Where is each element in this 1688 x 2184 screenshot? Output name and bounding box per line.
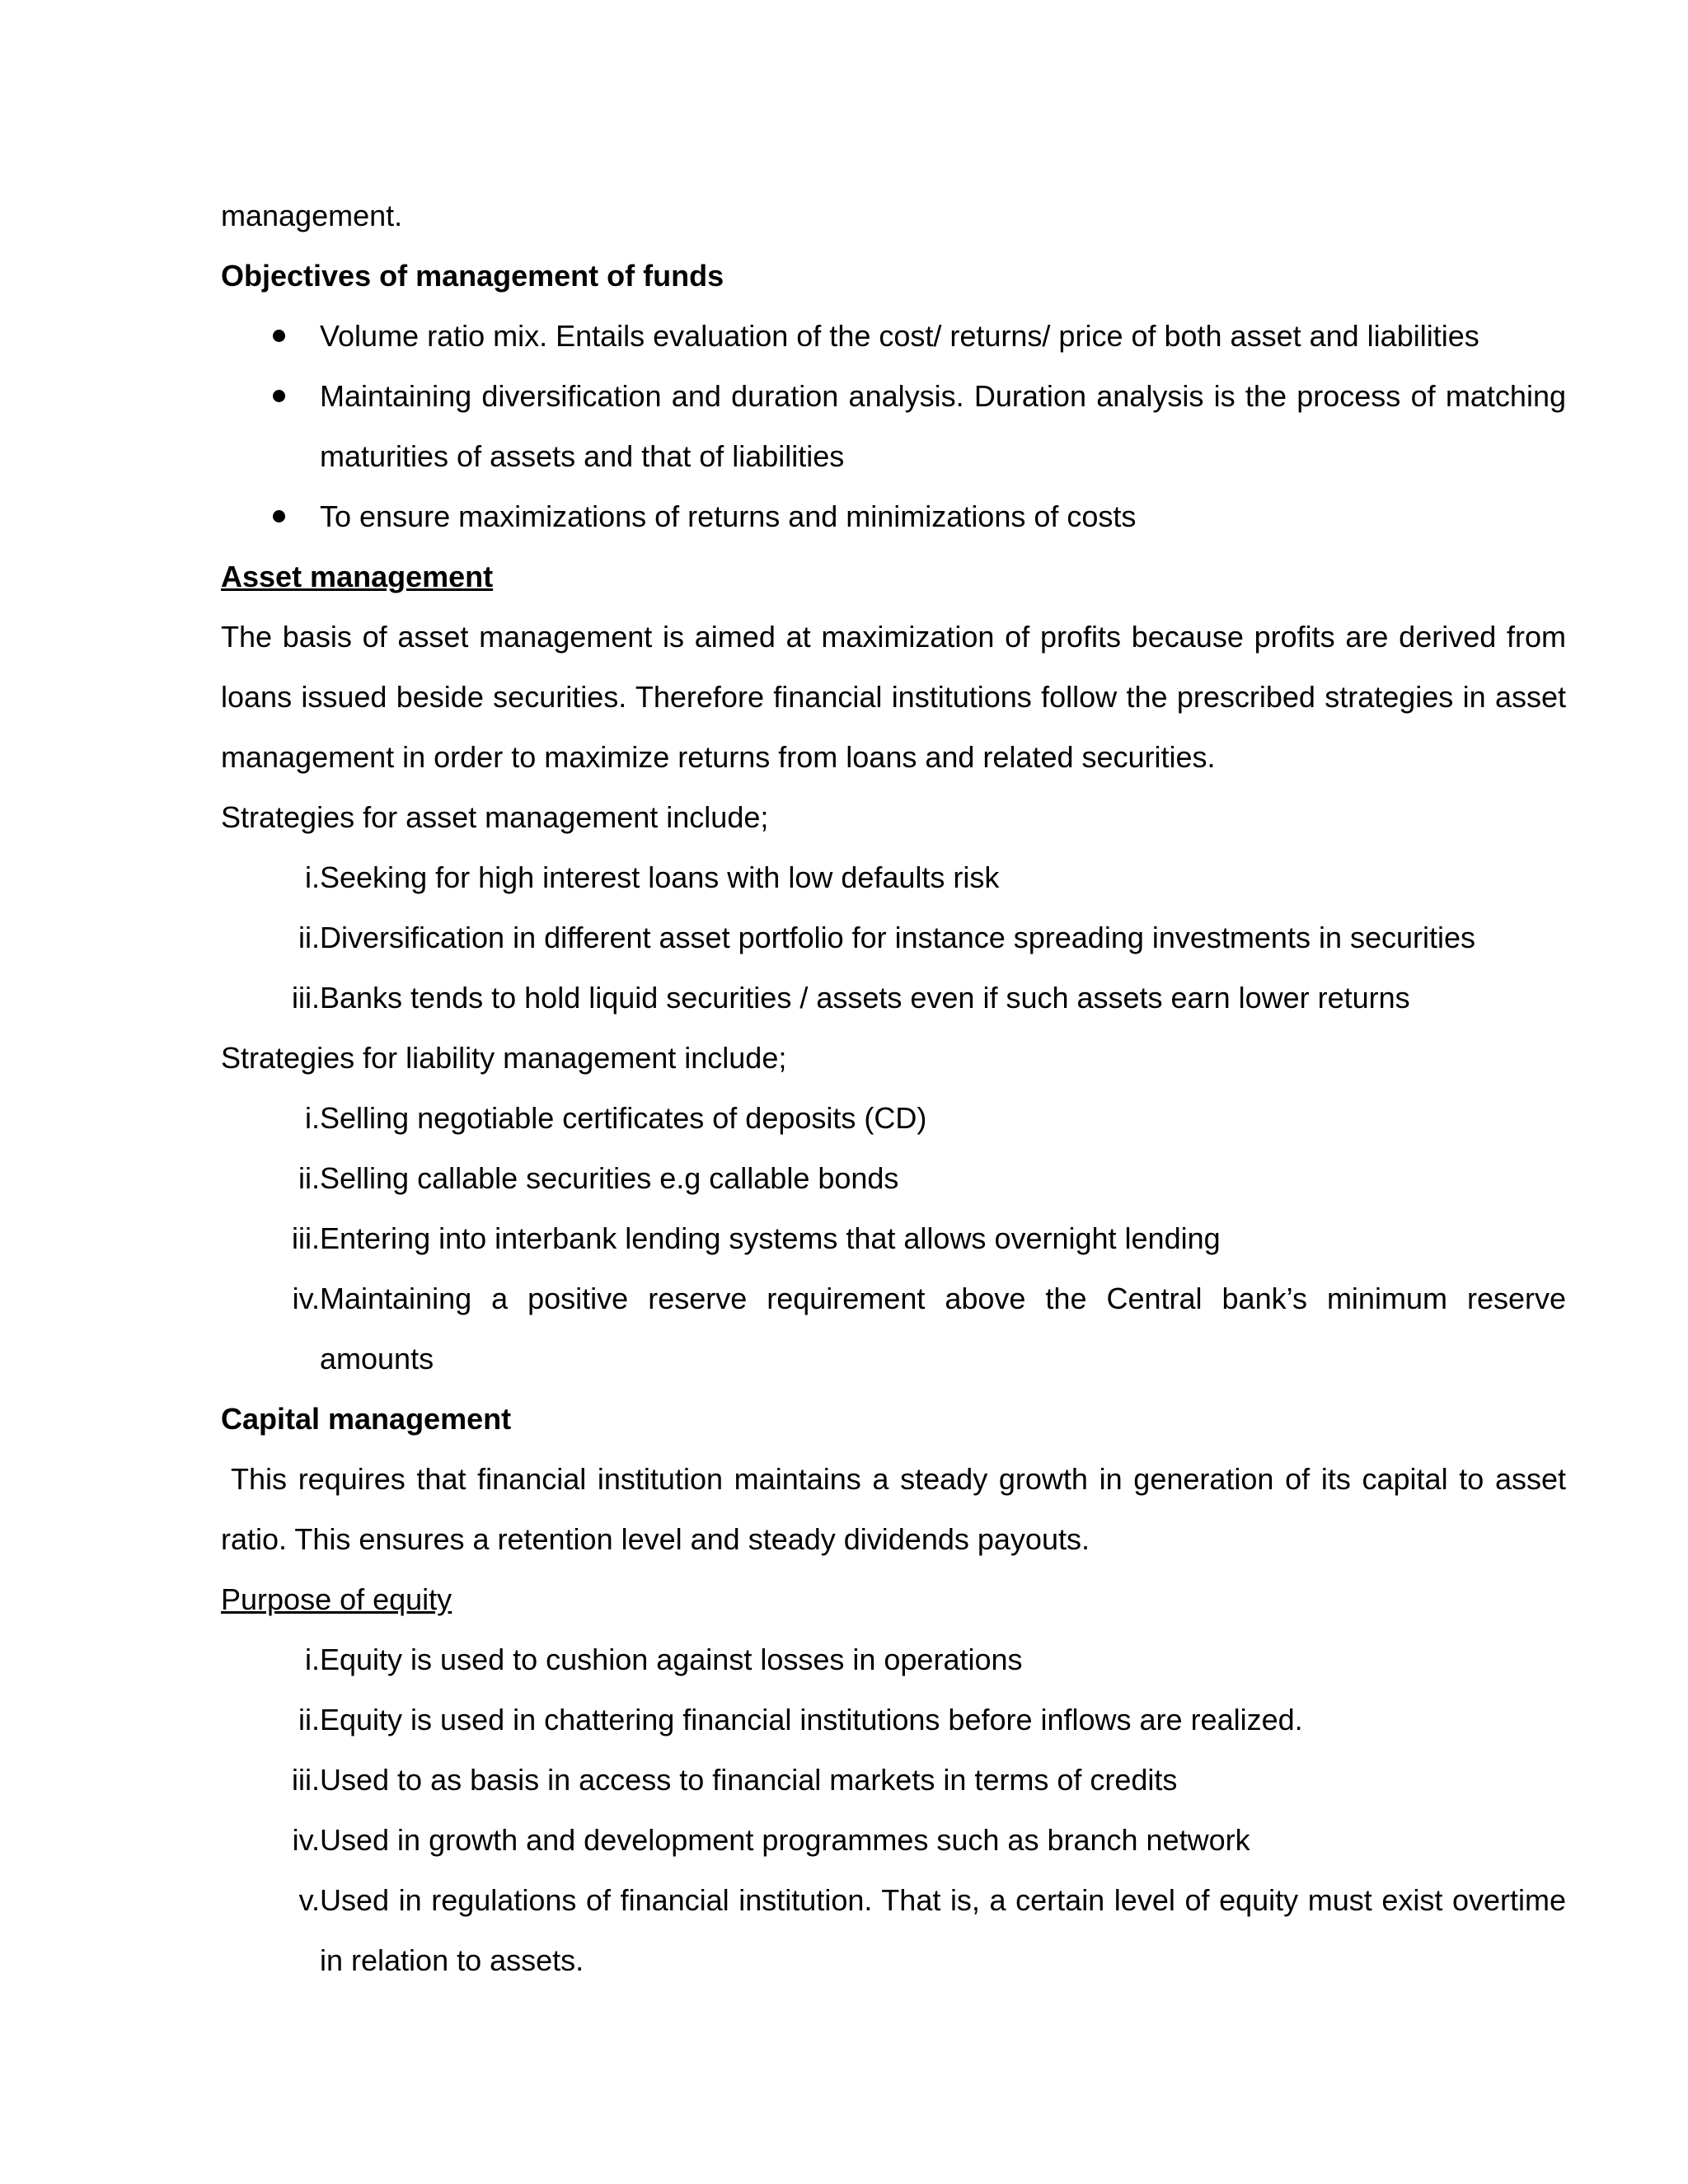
asset-management-paragraph: The basis of asset management is aimed at maximization of profits because profits are derived from loans issued beside securities. Therefore financial institutions follow the prescribed strategies in asset management in order to maximize returns from loans and related securities. (221, 620, 1566, 774)
list-item-number: v. (298, 1883, 320, 1917)
list-item-text: Equity is used to cushion against losses in operations (320, 1643, 1023, 1676)
list-item (221, 1268, 1566, 1389)
list-item-text: To ensure maximizations of returns and minimizations of costs (320, 499, 1137, 533)
list-item (221, 1810, 1566, 1870)
document-page (221, 185, 1566, 1990)
liability-strategies-list (221, 1088, 1566, 1389)
equity-purposes-list (221, 1629, 1566, 1990)
list-item-number: iii. (292, 981, 320, 1015)
list-item (221, 1690, 1566, 1750)
list-item-text: Diversification in different asset portfolio for instance spreading investments in securities (320, 921, 1476, 954)
list-item (221, 847, 1566, 907)
capital-management-heading: Capital management (221, 1402, 512, 1436)
liability-strategies-intro: Strategies for liability management include; (221, 1041, 787, 1075)
objectives-list (221, 306, 1566, 546)
list-item-text: Selling callable securities e.g callable bonds (320, 1161, 899, 1195)
list-item-text: Used to as basis in access to financial markets in terms of credits (320, 1763, 1178, 1797)
list-item-number: ii. (298, 1161, 320, 1195)
bullet-icon (273, 510, 285, 523)
list-item-number: iii. (292, 1221, 320, 1255)
list-item-text: Equity is used in chattering financial institutions before inflows are realized. (320, 1703, 1303, 1736)
list-item-number: ii. (298, 1703, 320, 1736)
list-item (221, 1088, 1566, 1148)
list-item (221, 968, 1566, 1028)
asset-strategies-list (221, 847, 1566, 1028)
list-item-number: iii. (292, 1763, 320, 1797)
list-item (221, 907, 1566, 968)
list-item (221, 486, 1566, 546)
bullet-icon (273, 390, 285, 402)
asset-strategies-intro: Strategies for asset management include; (221, 800, 769, 834)
list-item-number: iv. (292, 1823, 320, 1857)
list-item (221, 366, 1566, 486)
purpose-of-equity-heading: Purpose of equity (221, 1582, 452, 1616)
list-item-text: Maintaining diversification and duration analysis. Duration analysis is the process of matching maturities of assets and that of liabilities (320, 379, 1566, 473)
list-item-text: Seeking for high interest loans with low defaults risk (320, 860, 1000, 894)
list-item-number: i. (305, 1101, 320, 1135)
list-item (221, 1750, 1566, 1810)
list-item-number: i. (305, 1643, 320, 1676)
list-item (221, 306, 1566, 366)
list-item-text: Entering into interbank lending systems that allows overnight lending (320, 1221, 1221, 1255)
list-item-text: Used in regulations of financial institution. That is, a certain level of equity must exist overtime in relation to assets. (320, 1883, 1566, 1977)
list-item (221, 1148, 1566, 1208)
objectives-heading: Objectives of management of funds (221, 259, 724, 293)
list-item-number: i. (305, 860, 320, 894)
list-item-number: iv. (292, 1282, 320, 1315)
list-item-text: Volume ratio mix. Entails evaluation of the cost/ returns/ price of both asset and liabilities (320, 319, 1479, 353)
list-item (221, 1208, 1566, 1268)
list-item-text: Used in growth and development programmes such as branch network (320, 1823, 1250, 1857)
asset-management-heading: Asset management (221, 560, 494, 593)
list-item-number: ii. (298, 921, 320, 954)
list-item-text: Selling negotiable certificates of deposits (CD) (320, 1101, 927, 1135)
intro-text: management. (221, 199, 403, 232)
list-item (221, 1629, 1566, 1690)
list-item-text: Maintaining a positive reserve requirement above the Central bank’s minimum reserve amounts (320, 1282, 1566, 1376)
bullet-icon (273, 330, 285, 342)
list-item-text: Banks tends to hold liquid securities / assets even if such assets earn lower returns (320, 981, 1410, 1015)
list-item (221, 1870, 1566, 1990)
capital-management-paragraph: This requires that financial institution maintains a steady growth in generation of its capital to asset ratio. This ensures a retention level and steady dividends payouts. (221, 1462, 1566, 1556)
